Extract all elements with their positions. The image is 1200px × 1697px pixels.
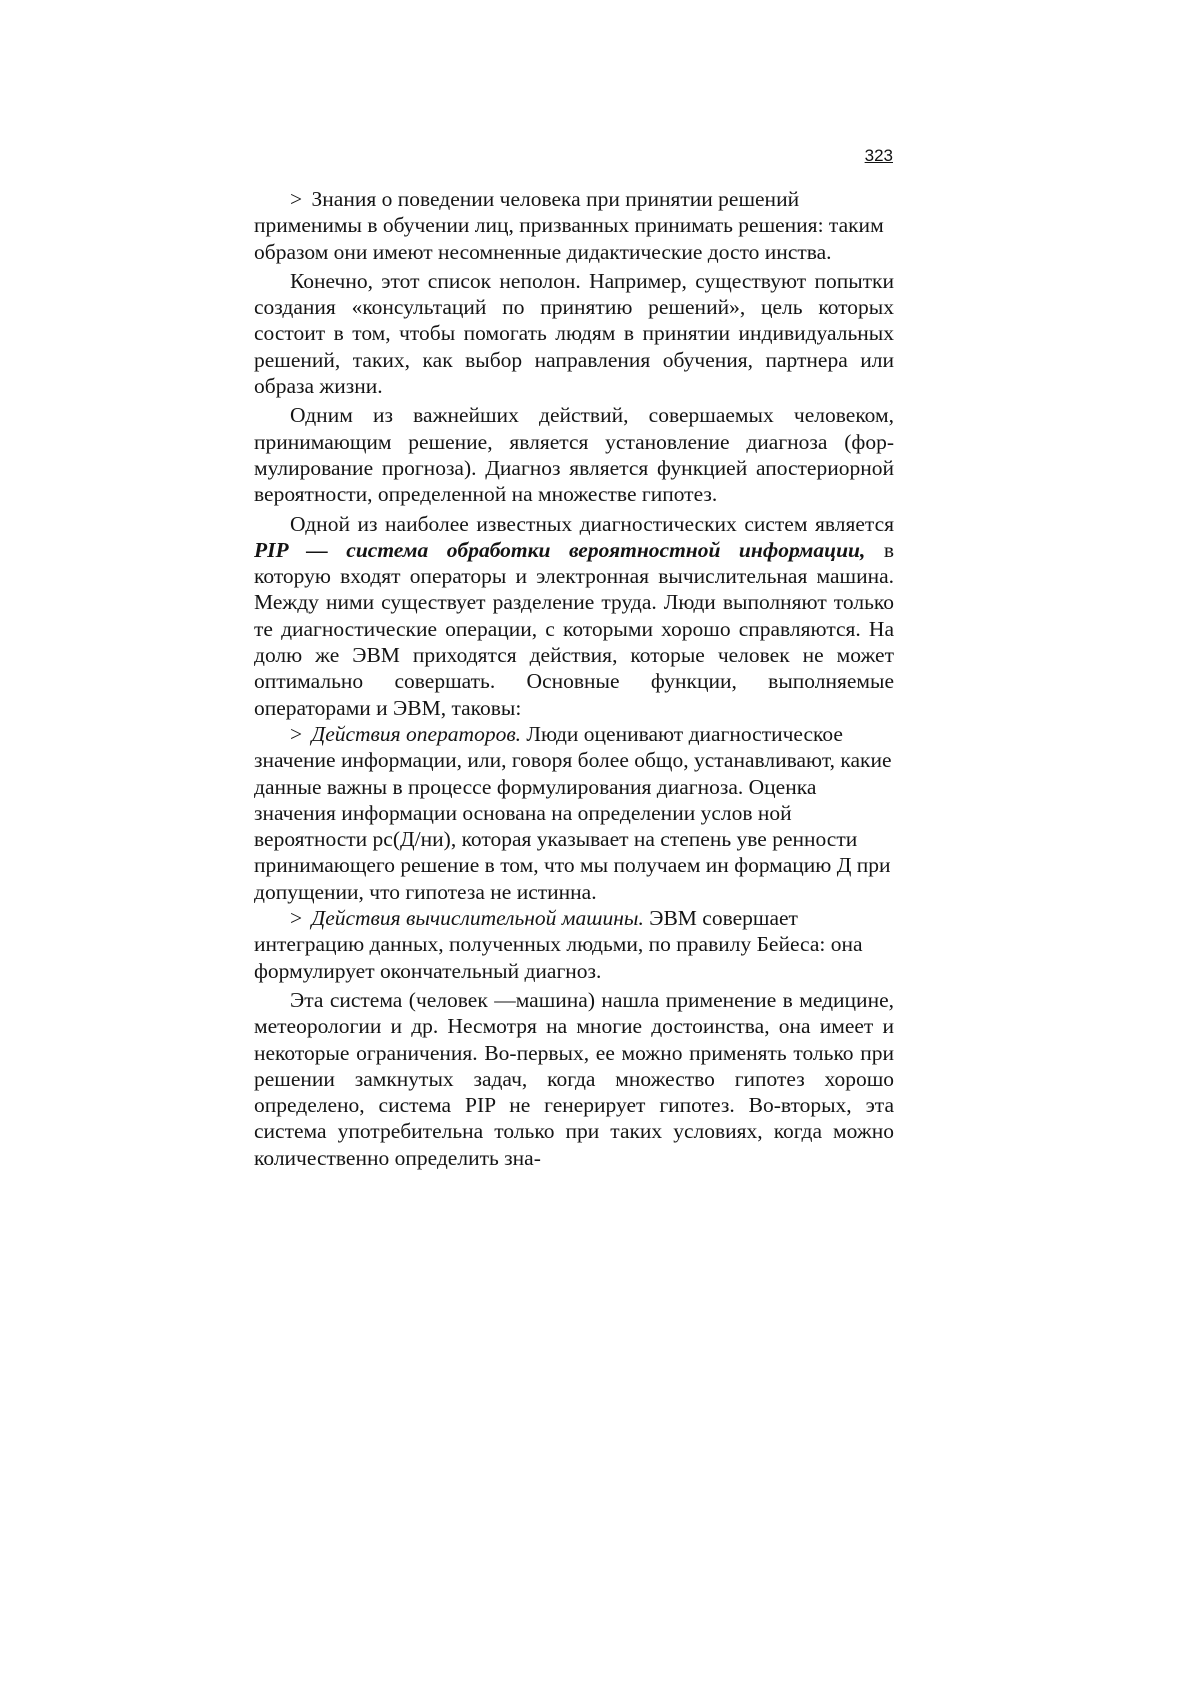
term-italic: Действия операторов.: [311, 721, 522, 746]
body-text: [254, 186, 894, 1171]
paragraph-text: ЭВМ совершает интеграцию данных, полученных людьми, по правилу Бейеса: она формулирует окончательный диагноз.: [254, 906, 863, 983]
paragraph-text: в которую входят операторы и электронная вычислительная машина. Между ними существует разделение труда. Люди выполняют только те диагностические операции, с которыми хорошо справляются. На долю же ЭВМ приходятся действия, которые человек не может оптимально совершать. Основные функции, выполняемые операторами и ЭВМ, таковы:: [254, 537, 895, 720]
paragraph-operator-actions: [254, 721, 894, 905]
bullet-marker: >: [290, 187, 303, 211]
term-emphasis: PIP — система обработки вероятностной информации,: [254, 537, 866, 562]
paragraph-text: Эта система (человек —машина) нашла применение в медицине, метеорологии и др. Несмотря на многие достоинства, она имеет и некоторые ограничения. Во-первых, ее можно применять только при решении замкнутых задач, когда множество гипотез хорошо определено, система PIP не генерирует гипотез. Во-вторых, эта система употребительна только при таких условиях, когда можно количественно определить зна-: [254, 987, 894, 1170]
paragraph-limitations: [254, 987, 894, 1171]
bullet-marker: >: [290, 906, 303, 931]
paragraph-text: Конечно, этот список неполон. Например, существуют попытки создания «консультаций по принятию решений», цель которых состоит в том, чтобы помогать людям в принятии индивидуальных решений, таких, как выбор направления обучения, партнера или образа жизни.: [254, 268, 894, 399]
page-number: 323: [864, 146, 893, 165]
paragraph-pip-system: [254, 511, 894, 721]
paragraph-didactic: [254, 186, 894, 265]
paragraph-text: Одним из важнейших действий, совершаемых человеком, принимающим решение, является установление диагноза (формулирование прогноза). Диагноз является функцией апостериорной вероятности, определенной на множестве гипотез.: [254, 403, 894, 507]
term-italic: Действия вычислительной машины.: [311, 906, 644, 931]
paragraph-consultations: [254, 268, 894, 399]
paragraph-lead: Одной из наиболее известных диагностических систем является: [290, 511, 894, 536]
bullet-marker: >: [290, 721, 303, 746]
paragraph-computer-actions: [254, 905, 894, 984]
paragraph-diagnosis: [254, 402, 894, 507]
paragraph-text: Люди оценивают диагностическое значение информации, или, говоря более общо, устанавливают, какие данные важны в процессе формулирования диагноза. Оценка значения информации основана на определении услов ной вероятности рс(Д/ни), которая указывает на степень уве ренности принимающего решение в том, что мы получаем ин формацию Д при допущении, что гипотеза не истинна.: [254, 721, 892, 904]
paragraph-text: Знания о поведении человека при принятии решений применимы в обучении лиц, призванных принимать решения: таким образом они имеют несомненные дидактические досто инства.: [254, 187, 884, 264]
